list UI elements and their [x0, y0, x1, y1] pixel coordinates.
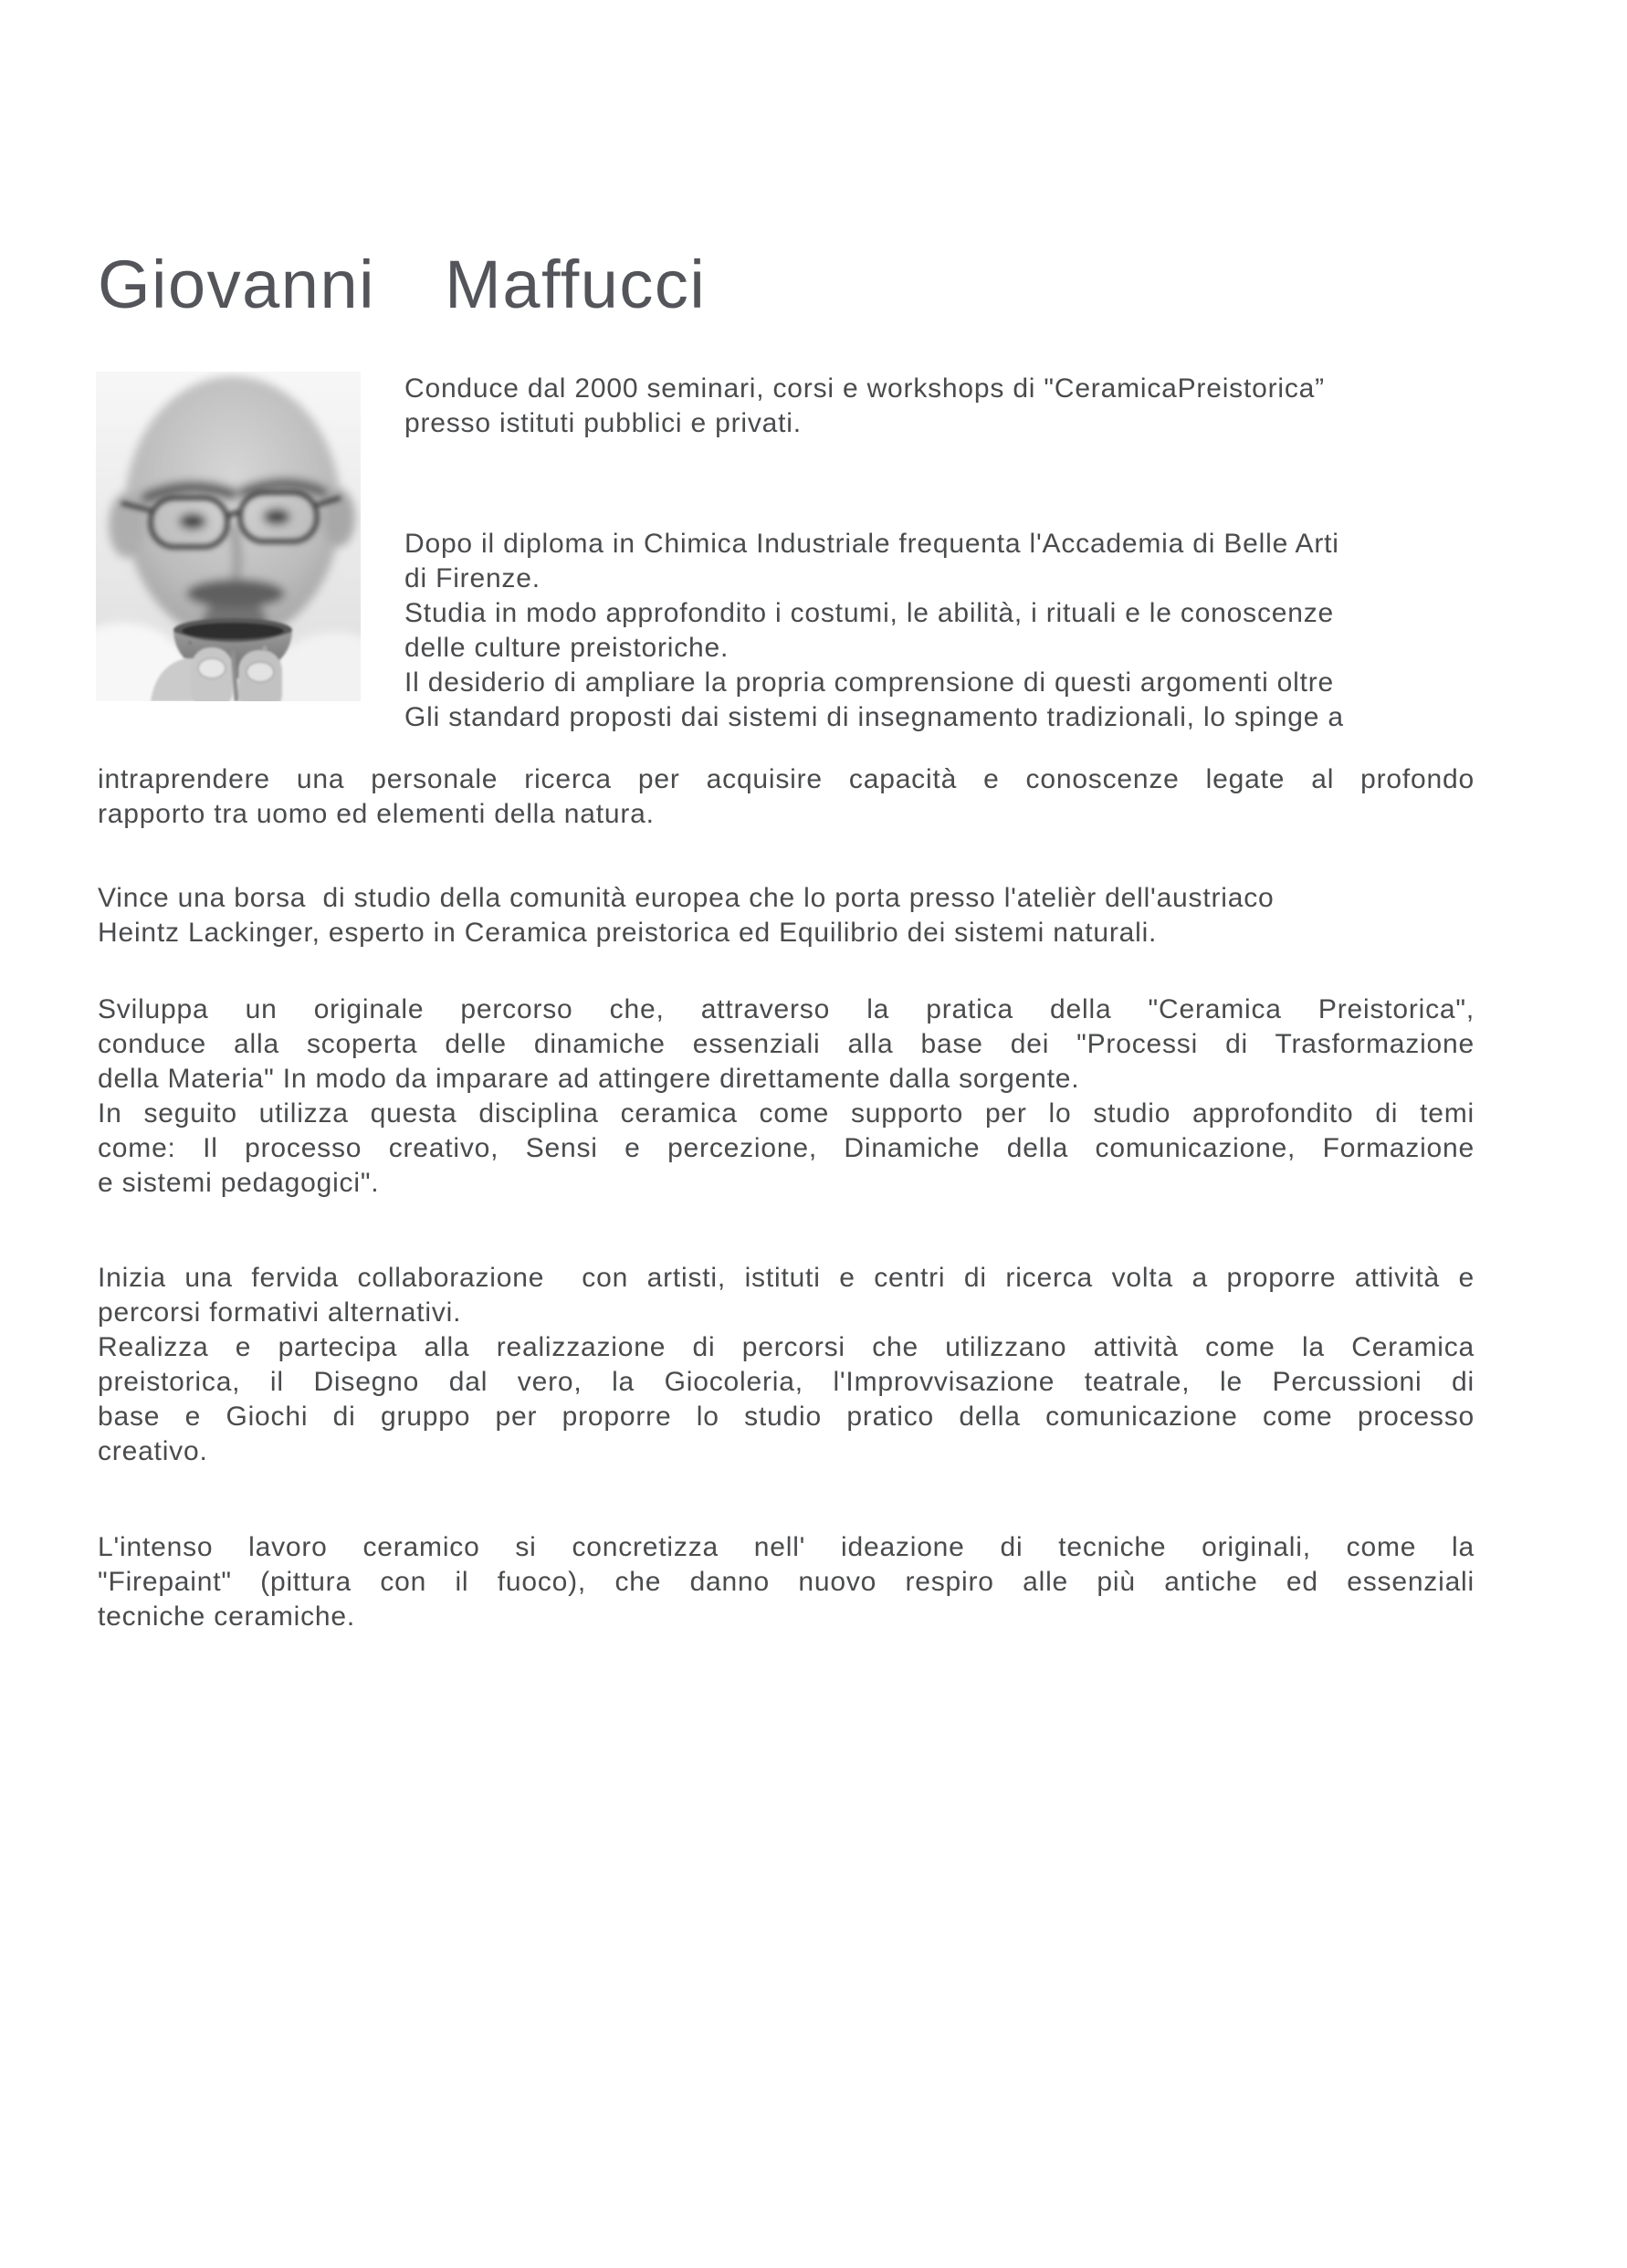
bio-paragraph-2 [404, 527, 1478, 735]
bio-line: tecniche ceramiche. [98, 1601, 355, 1632]
bio-line: Sviluppa un originale percorso che, attraverso la pratica della "Ceramica Preistorica", [98, 994, 1475, 1024]
bio-line: delle culture preistoriche. [404, 633, 730, 663]
bio-header-row [98, 372, 1475, 735]
bio-line: come: Il processo creativo, Sensi e percezione, Dinamiche della comunicazione, Formazione [98, 1133, 1475, 1163]
bio-line: Heintz Lackinger, esperto in Ceramica preistorica ed Equilibrio dei sistemi naturali. [98, 918, 1158, 948]
bio-line: "Firepaint" (pittura con il fuoco), che danno nuovo respiro alle più antiche ed essenziali [98, 1567, 1475, 1597]
bio-line: intraprendere una personale ricerca per acquisire capacità e conoscenze legate al profondo [98, 764, 1475, 794]
portrait-photo-illustration [96, 372, 361, 701]
bio-line: percorsi formativi alternativi. [98, 1297, 462, 1328]
bio-line: rapporto tra uomo ed elementi della natura. [98, 799, 655, 829]
bio-intro-column [404, 372, 1478, 735]
bio-line: Studia in modo approfondito i costumi, le abilità, i rituali e le conoscenze [404, 598, 1335, 628]
bio-line: In seguito utilizza questa disciplina ceramica come supporto per lo studio approfondito di temi [98, 1098, 1475, 1129]
bio-line: Conduce dal 2000 seminari, corsi e workshops di "CeramicaPreistorica” [404, 373, 1325, 404]
bio-line: Il desiderio di ampliare la propria comprensione di questi argomenti oltre [404, 667, 1335, 698]
bio-paragraph-4 [98, 992, 1475, 1201]
bio-line: conduce alla scoperta delle dinamiche essenziali alla base dei "Processi di Trasformazione [98, 1029, 1475, 1059]
bio-line: presso istituti pubblici e privati. [404, 408, 802, 438]
bio-line: e sistemi pedagogici". [98, 1168, 380, 1198]
bio-line: creativo. [98, 1436, 208, 1466]
bio-paragraph-2-continued [98, 762, 1475, 832]
bio-line: base e Giochi di gruppo per proporre lo studio pratico della comunicazione come processo [98, 1402, 1475, 1432]
portrait-photo [96, 372, 361, 701]
bio-line: Dopo il diploma in Chimica Industriale frequenta l'Accademia di Belle Arti [404, 529, 1339, 559]
bio-line: Realizza e partecipa alla realizzazione di percorsi che utilizzano attività come la Ceramica [98, 1332, 1475, 1362]
bio-paragraph-1 [404, 372, 1478, 441]
bio-line: della Materia" In modo da imparare ad attingere direttamente dalla sorgente. [98, 1064, 1080, 1094]
bio-line: Inizia una fervida collaborazione con artisti, istituti e centri di ricerca volta a proporre attività e [98, 1263, 1475, 1293]
bio-line: L'intenso lavoro ceramico si concretizza nell' ideazione di tecniche originali, come la [98, 1532, 1475, 1562]
bio-paragraph-5 [98, 1261, 1475, 1469]
bio-line: Vince una borsa di studio della comunità europea che lo porta presso l'atelièr dell'austriaco [98, 883, 1275, 913]
bio-paragraph-6 [98, 1530, 1475, 1634]
page-title: Giovanni Maffucci [98, 247, 707, 322]
bio-paragraph-3 [98, 881, 1475, 950]
bio-line: Gli standard proposti dai sistemi di insegnamento tradizionali, lo spinge a [404, 702, 1344, 732]
bio-line: di Firenze. [404, 563, 541, 593]
bio-line: preistorica, il Disegno dal vero, la Giocoleria, l'Improvvisazione teatrale, le Percussioni di [98, 1367, 1475, 1397]
